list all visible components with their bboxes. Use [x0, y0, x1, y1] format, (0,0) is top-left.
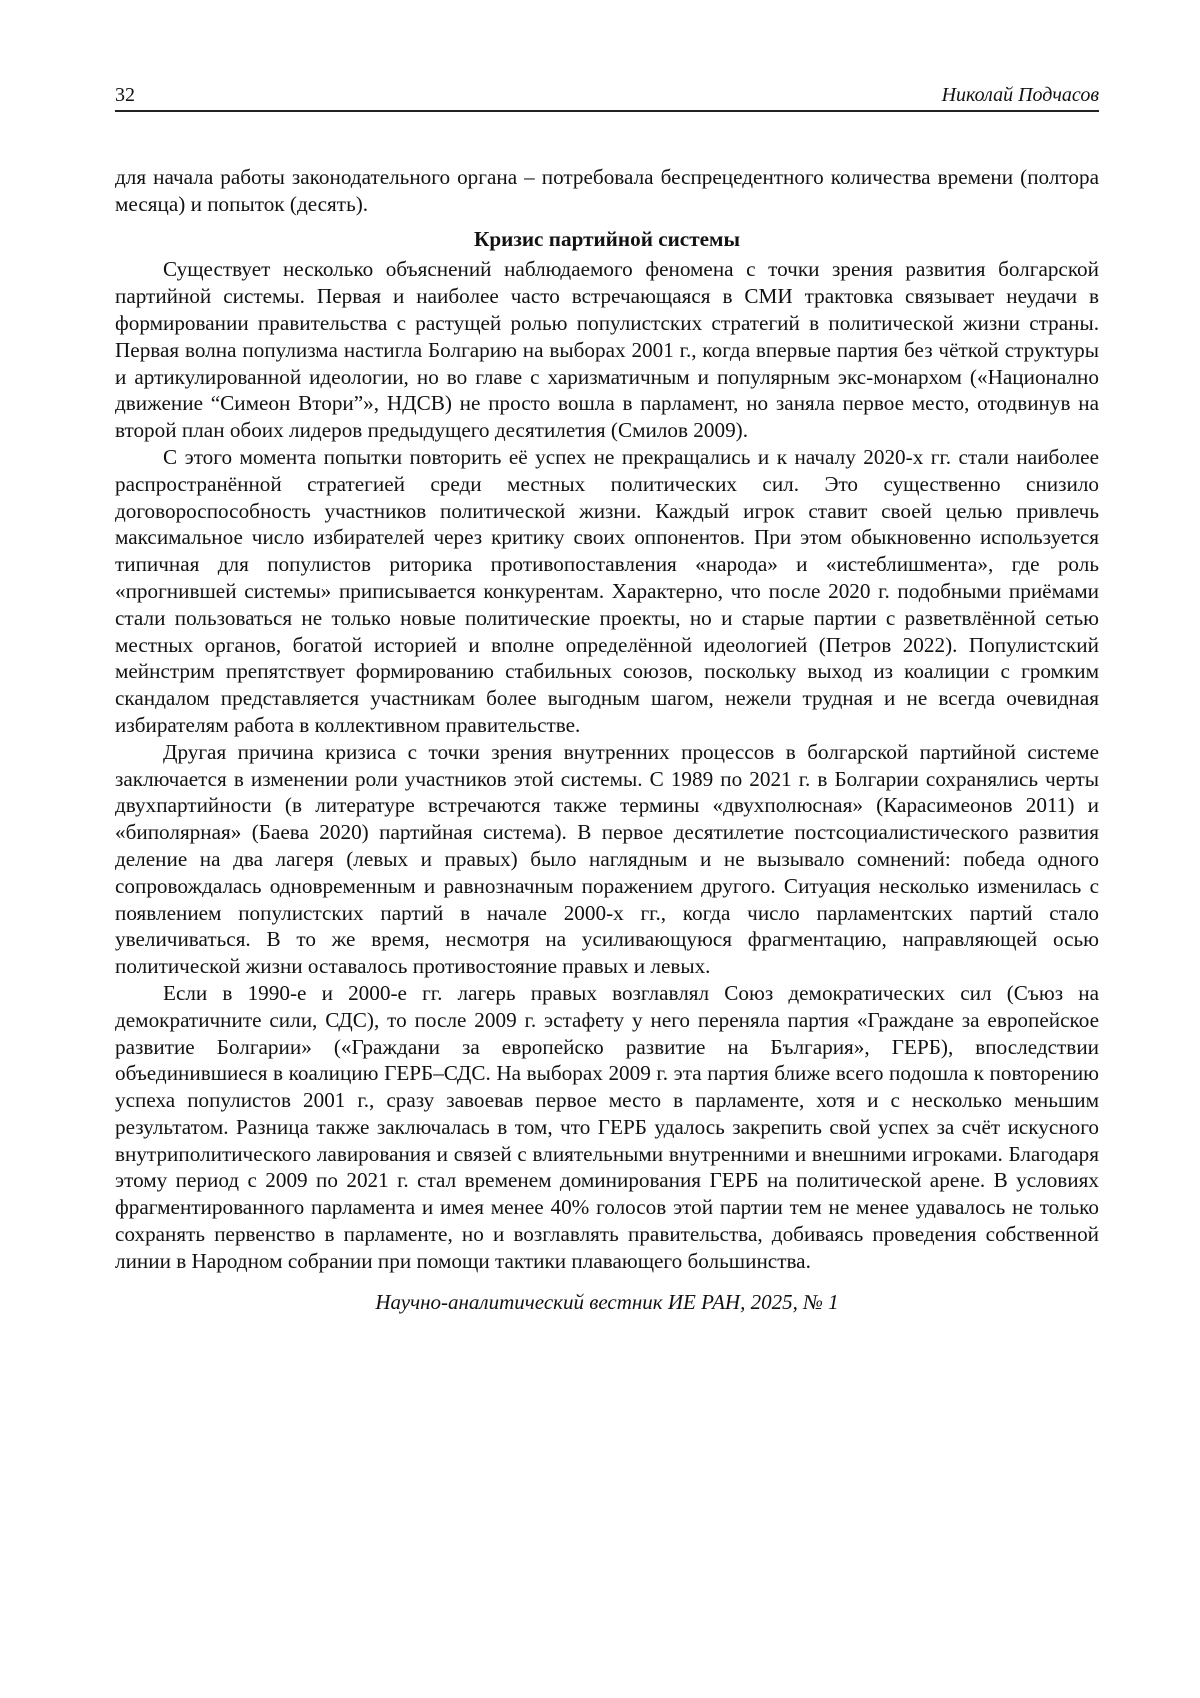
page-number: 32	[115, 84, 135, 106]
paragraph: Если в 1990-е и 2000-е гг. лагерь правых возглавлял Союз демократических сил (Съюз на демократичните сили, СДС), то после 2009 г. эстафету у него переняла партия «Граждане за европейское развитие Болгарии» («Граждани за европейско развитие на България», ГЕРБ), впоследствии объединившиеся в коалицию ГЕРБ–СДС. На выборах 2009 г. эта партия ближе всего подошла к повторению успеха популистов 2001 г., сразу завоевав первое место в парламенте, хотя и с несколько меньшим результатом. Разница также заключалась в том, что ГЕРБ удалось закрепить свой успех за счёт искусного внутриполитического лавирования и связей с влиятельными внутренними и внешними игроками. Благодаря этому период с 2009 по 2021 г. стал временем доминирования ГЕРБ на политической арене. В условиях фрагментированного парламента и имея менее 40% голосов этой партии тем не менее удавалось не только сохранять первенство в парламенте, но и возглавлять правительства, добиваясь проведения собственной линии в Народном собрании при помощи тактики плавающего большинства.	[115, 980, 1099, 1273]
paragraph: Другая причина кризиса с точки зрения внутренних процессов в болгарской партийной системе заключается в изменении роли участников этой системы. С 1989 по 2021 г. в Болгарии сохранялись черты двухпартийности (в литературе встречаются также термины «двухполюсная» (Карасимеонов 2011) и «биполярная» (Баева 2020) партийная система). В первое десятилетие постсоциалистического развития деление на два лагеря (левых и правых) было наглядным и не вызывало сомнений: победа одного сопровождалась одновременным и равнозначным поражением другого. Ситуация несколько изменилась с появлением популистских партий в начале 2000-х гг., когда число парламентских партий стало увеличиваться. В то же время, несмотря на усиливающуюся фрагментацию, направляющей осью политической жизни оставалось противостояние правых и левых.	[115, 739, 1099, 979]
paragraph: С этого момента попытки повторить её успех не прекращались и к началу 2020-х гг. стали наиболее распространённой стратегией среди местных политических сил. Это существенно снизило договороспособность участников политической жизни. Каждый игрок ставит своей целью привлечь максимальное число избирателей через критику своих оппонентов. При этом обыкновенно используется типичная для популистов риторика противопоставления «народа» и «истеблишмента», где роль «прогнившей системы» приписывается конкурентам. Характерно, что после 2020 г. подобными приёмами стали пользоваться не только новые политические проекты, но и старые партии с разветвлённой сетью местных органов, богатой историей и вполне определённой идеологией (Петров 2022). Популистский мейнстрим препятствует формированию стабильных союзов, поскольку выход из коалиции с громким скандалом представляется участникам более выгодным шагом, нежели трудная и не всегда очевидная избирателям работа в коллективном правительстве.	[115, 444, 1099, 737]
author-name: Николай Подчасов	[941, 84, 1099, 106]
article-body	[115, 164, 1099, 1275]
continuation-paragraph: для начала работы законодательного органа – потребовала беспрецедентного количества времени (полтора месяца) и попыток (десять).	[115, 165, 1099, 216]
section-heading: Кризис партийной системы	[473, 226, 740, 251]
page	[115, 80, 1099, 1315]
running-header	[115, 80, 1099, 112]
journal-footer: Научно-аналитический вестник ИЕ РАН, 2025, № 1	[375, 1289, 839, 1314]
paragraph: Существует несколько объяснений наблюдаемого феномена с точки зрения развития болгарской партийной системы. Первая и наиболее часто встречающаяся в СМИ трактовка связывает неудачи в формировании правительства с растущей ролью популистских стратегий в политической жизни страны. Первая волна популизма настигла Болгарию на выборах 2001 г., когда впервые партия без чёткой структуры и артикулированной идеологии, но во главе с харизматичным и популярным экс-монархом («Национално движение “Симеон Втори”», НДСВ) не просто вошла в парламент, но заняла первое место, отодвинув на второй план обоих лидеров предыдущего десятилетия (Смилов 2009).	[115, 257, 1099, 443]
